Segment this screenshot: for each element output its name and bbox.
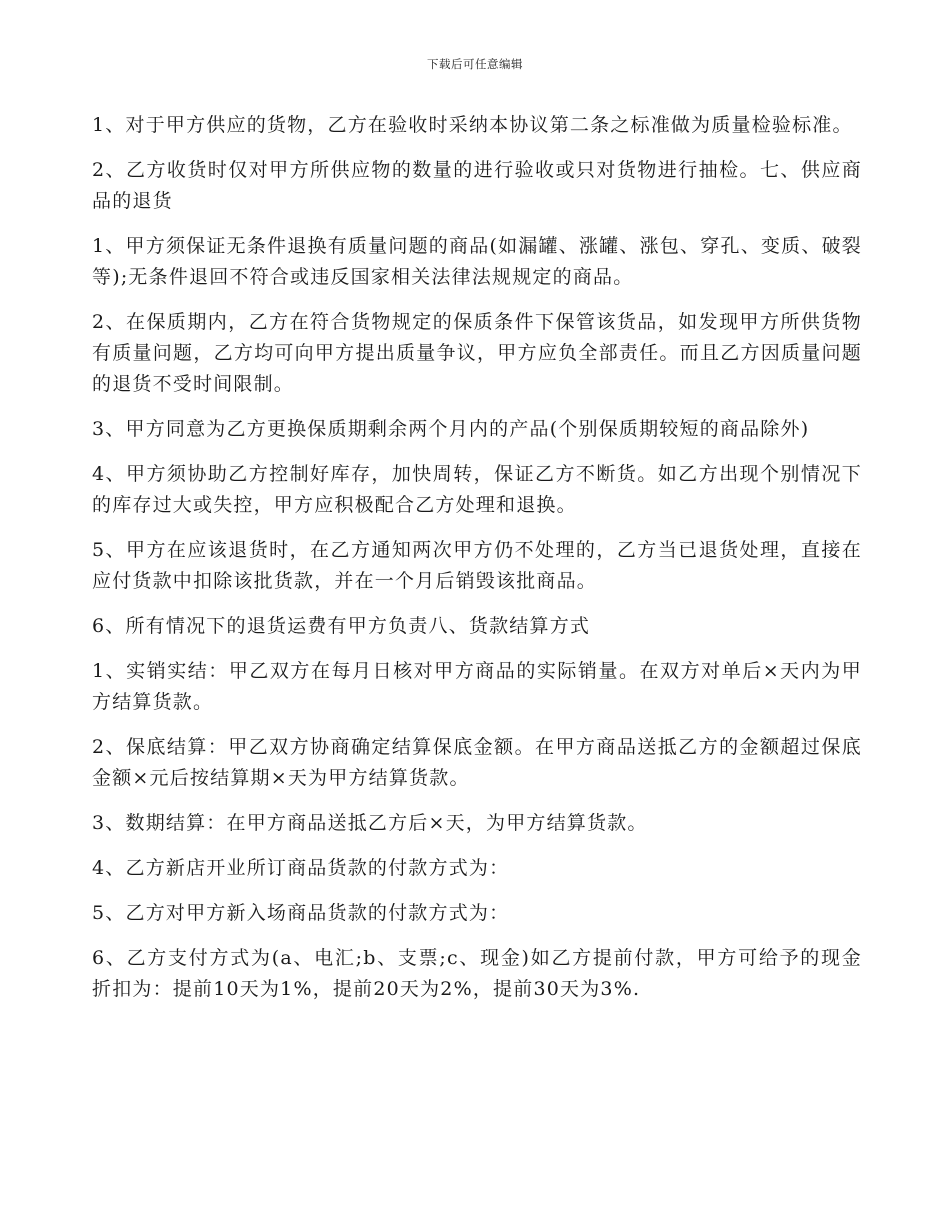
paragraph: 5、甲方在应该退货时，在乙方通知两次甲方仍不处理的，乙方当已退货处理，直接在应付货款中扣除该批货款，并在一个月后销毁该批商品。 [92, 539, 862, 592]
paragraph: 1、对于甲方供应的货物，乙方在验收时采纳本协议第二条之标准做为质量检验标准。 [92, 114, 853, 136]
paragraph: 1、甲方须保证无条件退换有质量问题的商品(如漏罐、涨罐、涨包、穿孔、变质、破裂等);无条件退回不符合或违反国家相关法律法规规定的商品。 [92, 235, 862, 288]
document-body [92, 110, 862, 1019]
paragraph: 4、乙方新店开业所订商品货款的付款方式为： [92, 857, 510, 879]
paragraph: 4、甲方须协助乙方控制好库存，加快周转，保证乙方不断货。如乙方出现个别情况下的库存过大或失控，甲方应积极配合乙方处理和退换。 [92, 463, 862, 516]
paragraph: 2、乙方收货时仅对甲方所供应物的数量的进行验收或只对货物进行抽检。七、供应商品的退货 [92, 159, 862, 212]
paragraph: 3、甲方同意为乙方更换保质期剩余两个月内的产品(个别保质期较短的商品除外) [92, 418, 810, 440]
paragraph: 2、在保质期内，乙方在符合货物规定的保质条件下保管该货品，如发现甲方所供货物有质量问题，乙方均可向甲方提出质量争议，甲方应负全部责任。而且乙方因质量问题的退货不受时间限制。 [92, 311, 862, 395]
paragraph: 6、乙方支付方式为(a、电汇;b、支票;c、现金)如乙方提前付款，甲方可给予的现金折扣为：提前10天为1%，提前20天为2%，提前30天为3%. [92, 947, 862, 1000]
page-header: 下载后可任意编辑 [427, 57, 523, 71]
paragraph: 2、保底结算：甲乙双方协商确定结算保底金额。在甲方商品送抵乙方的金额超过保底金额×元后按结算期×天为甲方结算货款。 [92, 736, 862, 789]
paragraph: 1、实销实结：甲乙双方在每月日核对甲方商品的实际销量。在双方对单后×天内为甲方结算货款。 [92, 660, 862, 713]
paragraph: 6、所有情况下的退货运费有甲方负责八、货款结算方式 [92, 615, 591, 637]
paragraph: 3、数期结算：在甲方商品送抵乙方后×天，为甲方结算货款。 [92, 812, 648, 834]
paragraph: 5、乙方对甲方新入场商品货款的付款方式为： [92, 902, 510, 924]
